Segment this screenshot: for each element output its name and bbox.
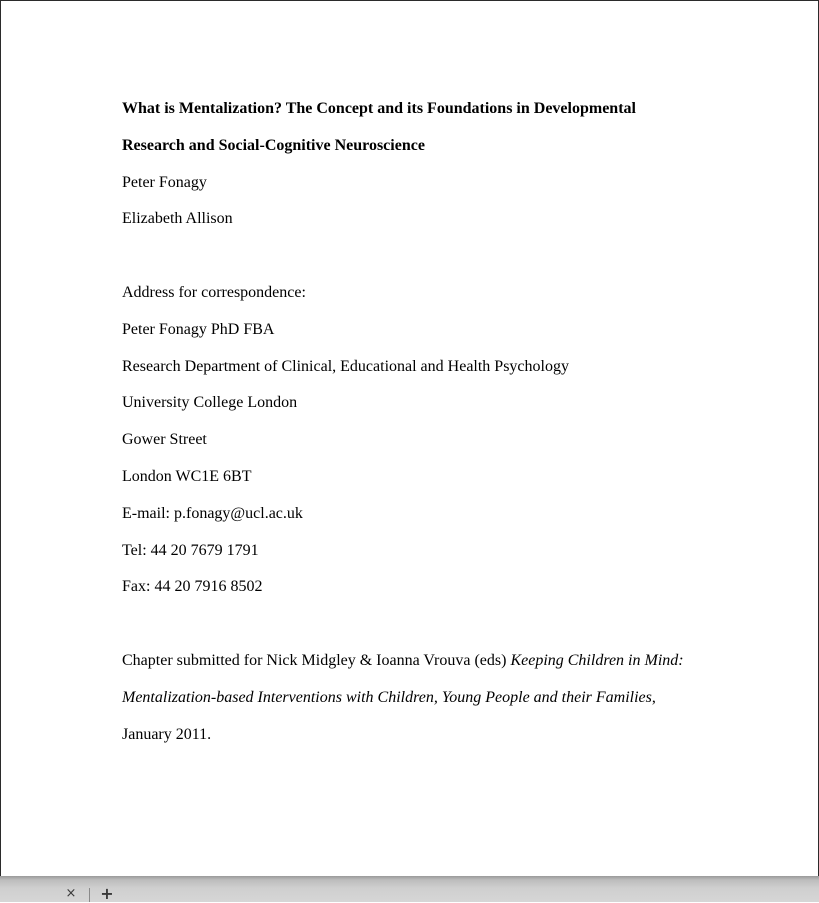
toolbar-separator (89, 888, 90, 902)
add-icon[interactable]: + (100, 884, 114, 903)
book-title-part-2: Mentalization-based Interventions with Children, Young People and their Families (122, 689, 652, 706)
submission-date: January 2011. (122, 726, 212, 743)
submission-line-2 (122, 688, 656, 708)
document-title-line-1: What is Mentalization? The Concept and its Foundations in Developmental (122, 100, 636, 117)
close-icon[interactable]: × (65, 886, 77, 901)
submission-line-1 (122, 651, 684, 671)
correspondence-street: Gower Street (122, 431, 207, 448)
correspondence-department: Research Department of Clinical, Educational and Health Psychology (122, 358, 569, 375)
author-2: Elizabeth Allison (122, 210, 233, 227)
correspondence-name: Peter Fonagy PhD FBA (122, 321, 275, 338)
correspondence-email: E-mail: p.fonagy@ucl.ac.uk (122, 505, 303, 522)
author-1: Peter Fonagy (122, 174, 207, 191)
correspondence-city: London WC1E 6BT (122, 468, 252, 485)
book-title-part-1: Keeping Children in Mind: (510, 652, 684, 669)
submission-suffix: , (651, 689, 656, 706)
correspondence-heading: Address for correspondence: (122, 284, 306, 301)
correspondence-tel: Tel: 44 20 7679 1791 (122, 542, 259, 559)
bottom-toolbar (0, 876, 819, 902)
correspondence-fax: Fax: 44 20 7916 8502 (122, 578, 263, 595)
correspondence-institution: University College London (122, 394, 298, 411)
document-title-line-2: Research and Social-Cognitive Neuroscience (122, 137, 425, 154)
submission-prefix: Chapter submitted for Nick Midgley & Ioanna Vrouva (eds) (122, 652, 511, 669)
